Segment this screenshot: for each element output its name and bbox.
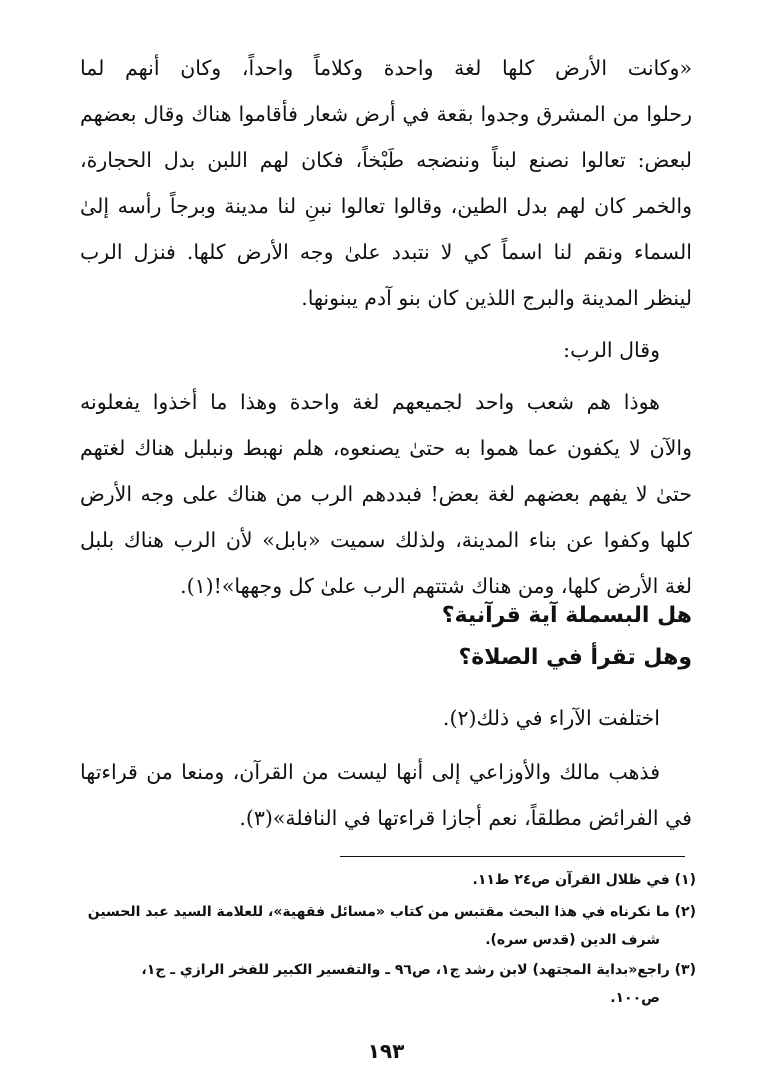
footnote-separator [340, 856, 685, 857]
body-line: والآن لا يكفون عما هموا به حتىٰ يصنعوه، هلم نهبط ونبلبل هناك لغتهم [80, 436, 692, 460]
body-line: لبعض: تعالوا نصنع لبناً وننضجه طَبْخاً، فكان لهم اللبن بدل الحجارة، [80, 148, 692, 172]
body-line: في الفرائض مطلقاً، نعم أجازا قراءتها في النافلة»(٣). [239, 806, 692, 830]
body-line: هوذا هم شعب واحد لجميعهم لغة واحدة وهذا ما أخذوا يفعلونه [80, 390, 660, 414]
section-heading-line-2: وهل تقرأ في الصلاة؟ [458, 645, 692, 670]
body-line: حتىٰ لا يفهم بعضهم لغة بعض! فبددهم الرب من هناك على وجه الأرض [80, 482, 692, 506]
footnote-2-continued: شرف الدين (قدس سره). [485, 932, 660, 948]
footnote-3-continued: ص١٠٠. [610, 990, 660, 1006]
body-line: «وكانت الأرض كلها لغة واحدة وكلاماً واحداً، وكان أنهم لما [80, 56, 692, 80]
page-number: ١٩٣ [367, 1039, 405, 1063]
footnote-1: (١) في ظلال القرآن ص٢٤ ط١١. [472, 872, 696, 888]
opinions-line: اختلفت الآراء في ذلك(٢). [442, 706, 660, 730]
body-line: رحلوا من المشرق وجدوا بقعة في أرض شعار فأقاموا هناك وقال بعضهم [80, 102, 692, 126]
body-line: لينظر المدينة والبرج اللذين كان بنو آدم يبنونها. [301, 286, 692, 310]
section-heading-line-1: هل البسملة آية قرآنية؟ [441, 603, 692, 628]
body-line: والخمر كان لهم بدل الطين، وقالوا تعالوا نبنِ لنا مدينة وبرجاً رأسه إلىٰ [80, 194, 692, 218]
body-line: لغة الأرض كلها، ومن هناك شتتهم الرب علىٰ كل وجهها»!(١). [180, 574, 692, 598]
body-line: فذهب مالك والأوزاعي إلى أنها ليست من القرآن، ومنعا من قراءتها [80, 760, 660, 784]
footnote-2: (٢) ما نكرناه في هذا البحث مقتبس من كتاب «مسائل فقهية»، للعلامة السيد عبد الحسين [87, 904, 696, 920]
quote-intro: وقال الرب: [563, 338, 660, 362]
body-line: السماء ونقم لنا اسماً كي لا نتبدد علىٰ وجه الأرض كلها. فنزل الرب [80, 240, 692, 264]
footnote-3: (٣) راجع«بداية المجتهد) لابن رشد ج١، ص٩٦ ـ والتفسير الكبير للفخر الرازي ـ ج١، [141, 962, 696, 978]
body-line: كلها وكفوا عن بناء المدينة، ولذلك سميت «بابل» لأن الرب هناك بلبل [80, 528, 692, 552]
